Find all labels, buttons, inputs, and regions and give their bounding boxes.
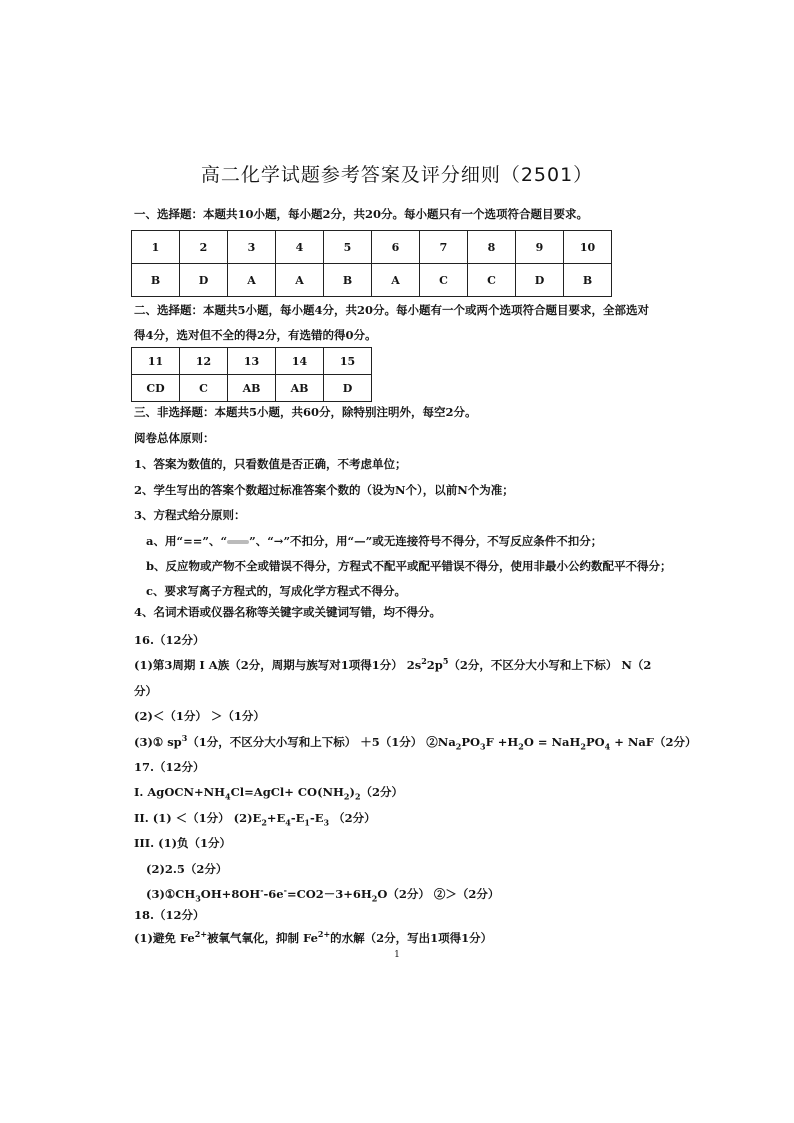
answer-cell: B [324, 264, 372, 297]
section2-answer-table [131, 347, 372, 402]
question-number: 6 [372, 231, 420, 264]
answer-cell: A [372, 264, 420, 297]
table-row [132, 375, 372, 402]
reversible-arrow-icon [227, 540, 249, 544]
section2-heading-line2: 得4分，选对但不全的得2分，有选错的得0分。 [134, 328, 377, 342]
question-number: 15 [324, 348, 372, 375]
question-number: 12 [180, 348, 228, 375]
table-row [132, 264, 612, 297]
answer-cell: AB [276, 375, 324, 402]
table-row [132, 348, 372, 375]
principle-1: 1、答案为数值的，只看数值是否正确，不考虑单位； [134, 457, 407, 471]
principle-3a: a、用“==”、“ ”、“→”不扣分，用“—”或无连接符号不得分，不写反应条件不扣分； [146, 534, 603, 548]
principles-title: 阅卷总体原则： [134, 431, 215, 445]
question-number: 9 [516, 231, 564, 264]
answer-cell: D [180, 264, 228, 297]
table-row [132, 231, 612, 264]
principle-3c: c、要求写离子方程式的，写成化学方程式不得分。 [146, 584, 406, 598]
question-number: 2 [180, 231, 228, 264]
question-number: 14 [276, 348, 324, 375]
answer-cell: A [276, 264, 324, 297]
document-title: 高二化学试题参考答案及评分细则（2501） [200, 164, 594, 186]
page-number: 1 [394, 950, 400, 960]
q16-part3: (3)① $sp^3(1$分，不区分大小写和上下标） ＋5（1分） $②Na_2PO_3F +H_2O = NaH_2PO_4 + NaF(2$分） [134, 733, 697, 752]
answer-cell: C [468, 264, 516, 297]
answer-cell: AB [228, 375, 276, 402]
answer-cell: C [420, 264, 468, 297]
section1-answer-table [131, 230, 612, 297]
question-number: 8 [468, 231, 516, 264]
question-number: 1 [132, 231, 180, 264]
q16-part1-continued: 分） [134, 684, 157, 698]
principle-2: 2、学生写出的答案个数超过标准答案个数的（设为N个），以前N个为准； [134, 483, 514, 497]
question-number: 10 [564, 231, 612, 264]
principle-4: 4、名词术语或仪器名称等关键字或关键词写错，均不得分。 [134, 605, 441, 619]
question-number: 13 [228, 348, 276, 375]
q17-part1: I. $AgOCN+NH_4Cl=AgCl+ CO(NH_2)_2(2$分） [134, 785, 404, 802]
question-number: 5 [324, 231, 372, 264]
answer-cell: B [132, 264, 180, 297]
question-number: 4 [276, 231, 324, 264]
answer-cell: C [180, 375, 228, 402]
q18-heading: 18.（12分） [134, 908, 205, 922]
q17-part3-3: $(3)①CH_3OH+8OH^--6e^-=CO2-3+6H_2O(2$分） ②＞（2分） [146, 885, 500, 904]
q17-part2: II. (1) ＜（1分） $(2)E_2+E_4-E_1-E_3$ （2分） [134, 811, 376, 828]
q17-heading: 17.（12分） [134, 760, 205, 774]
answer-cell: B [564, 264, 612, 297]
section2-heading-line1: 二、选择题：本题共5小题，每小题4分，共20分。每小题有一个或两个选项符合题目要求，全部选对 [134, 303, 650, 317]
principle-3b: b、反应物或产物不全或错误不得分，方程式不配平或配平错误不得分，使用非最小公约数配平不得分； [146, 559, 672, 573]
question-number: 7 [420, 231, 468, 264]
q16-heading: 16.（12分） [134, 633, 205, 647]
question-number: 11 [132, 348, 180, 375]
answer-cell: D [324, 375, 372, 402]
q16-part1: (1)第3周期 I A族（2分，周期与族写对1项得1分） $2s^22p^5(2$分，不区分大小写和上下标） N（2 [134, 656, 652, 672]
answer-cell: D [516, 264, 564, 297]
answer-cell: A [228, 264, 276, 297]
section1-heading: 一、选择题：本题共10小题，每小题2分，共20分。每小题只有一个选项符合题目要求。 [134, 207, 589, 221]
question-number: 3 [228, 231, 276, 264]
section3-heading: 三、非选择题：本题共5小题，共60分，除特别注明外，每空2分。 [134, 405, 477, 419]
principle-3: 3、方程式给分原则： [134, 508, 246, 522]
q16-part2: (2)＜（1分） ＞（1分） [134, 709, 265, 723]
answer-cell: CD [132, 375, 180, 402]
q18-part1: (1)避免 $Fe^{2+}$被氧气氧化，抑制 $Fe^{2+}$的水解（2分，写出1项得1分） [134, 929, 493, 945]
q17-part3-2: (2)2.5（2分） [146, 862, 228, 876]
q17-part3-1: III. (1)负（1分） [134, 836, 232, 850]
